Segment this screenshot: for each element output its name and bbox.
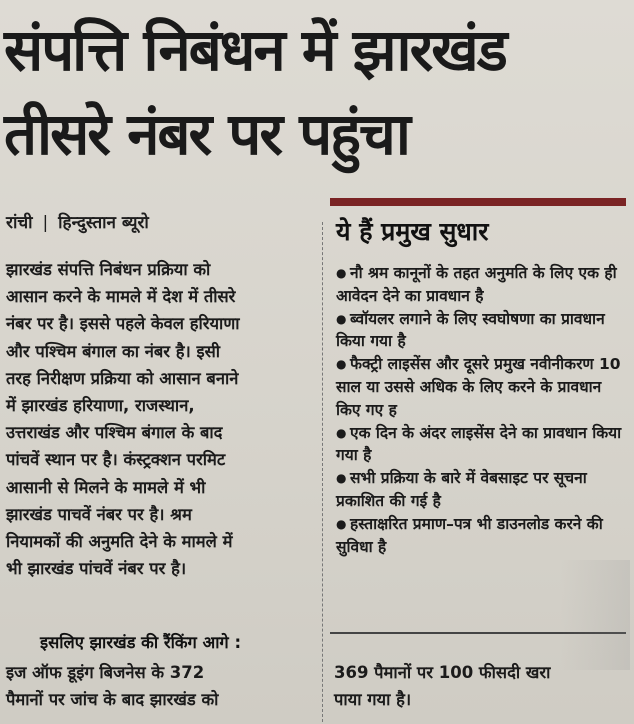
column-divider [322,222,324,722]
bullet-icon: ● [336,266,347,280]
body-line: झारखंड पाचवें नंबर पर है। श्रम [6,504,192,524]
body-line: आसानी से मिलने के मामले में भी [6,477,206,497]
reform-item-text: सभी प्रक्रिया के बारे में वेबसाइट पर सूचना प्रकाशित की गई है [336,469,587,510]
body-line: तरह निरीक्षण प्रक्रिया को आसान बनाने [6,368,239,388]
body-line: आसान करने के मामले में देश में तीसरे [6,287,236,307]
body-line: पाया गया है। [334,690,412,709]
bullet-icon: ● [336,357,347,372]
bullet-icon: ● [336,425,347,440]
body-line: उत्तराखंड और पश्चिम बंगाल के बाद [6,423,223,443]
bullet-icon: ● [336,471,347,486]
body-line: और पश्चिम बंगाल का नंबर है। इसी [6,341,221,361]
reform-item [336,513,624,559]
body-line: पांचवें स्थान पर है। कंस्ट्रक्शन परमिट [6,450,226,470]
body-line: भी झारखंड पांचवें नंबर पर है। [6,559,187,579]
reforms-box-top-bar [330,198,626,206]
reform-item [336,308,624,354]
headline-line-1: संपत्ति निबंधन में झारखंड [4,16,506,84]
reform-item [336,467,624,513]
body-line: झारखंड संपत्ति निबंधन प्रक्रिया को [6,260,211,279]
headline-line-2: तीसरे नंबर पर पहुंचा [4,100,409,168]
body-line: इज ऑफ डूइंग बिजनेस के 372 [6,663,205,682]
body-line: नियामकों की अनुमति देने के मामले में [6,532,233,552]
byline-city: रांची [6,213,33,233]
reform-item-text: एक दिन के अंदर लाइसेंस देने का प्रावधान किया गया है [336,423,622,465]
body-line: पैमानों पर जांच के बाद झारखंड को [6,690,219,709]
reforms-box-title: ये हैं प्रमुख सुधार [336,217,489,246]
headline [4,8,630,176]
byline [6,210,149,233]
article-body-left [6,256,310,582]
reform-item [336,262,624,308]
bullet-icon: ● [336,311,347,326]
bullet-icon: ● [336,516,347,531]
reform-item-text: फैक्ट्री लाइसेंस और दूसरे प्रमुख नवीनीकरण 10 साल या उससे अधिक के लिए करने के प्रावधान किए गए ह [336,355,621,419]
body-line: में झारखंड हरियाणा, राजस्थान, [6,396,195,416]
reforms-list [336,262,624,558]
reform-item [336,353,624,421]
byline-separator: | [42,213,49,233]
reform-item-text: हस्ताक्षरित प्रमाण–पत्र भी डाउनलोड करने की सुविधा है [336,514,603,556]
ranking-subhead: इसलिए झारखंड की रैंकिंग आगे : [40,633,242,652]
reform-item-text: नौ श्रम कानूनों के तहत अनुमति के लिए एक ही आवेदन देने का प्रावधान है [336,264,617,305]
reform-item-text: ब्वॉयलर लगाने के लिए स्वघोषणा का प्रावधान किया गया है [336,309,605,351]
bleed-through-shadow [560,560,630,670]
body-line: नंबर पर है। इससे पहले केवल हरियाणा [6,314,240,334]
body-line: 369 पैमानों पर 100 फीसदी खरा [334,663,551,682]
reform-item [336,422,624,468]
article-body-left-continued [6,659,310,713]
byline-source: हिन्दुस्तान ब्यूरो [58,213,149,233]
